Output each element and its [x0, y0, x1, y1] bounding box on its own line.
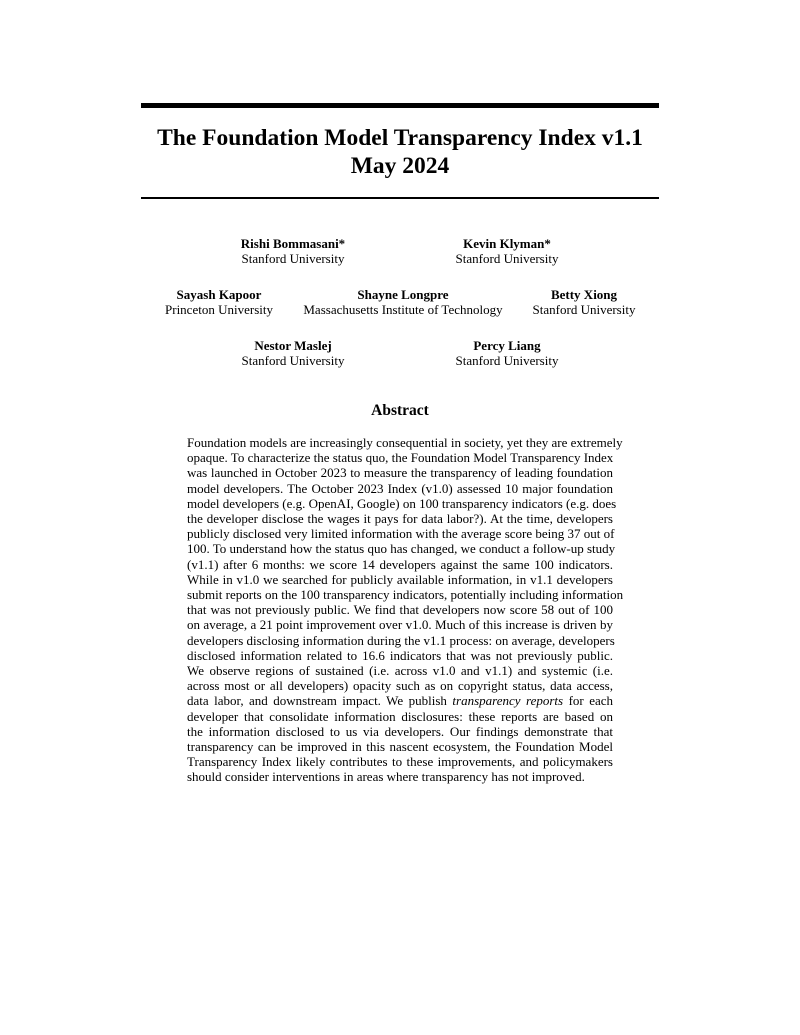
abstract-line: transparency can be improved in this nascent ecosystem, the Foundation Model — [187, 739, 613, 755]
author-name: Nestor Maslej — [254, 338, 332, 353]
abstract-line: Transparency Index likely contributes to these improvements, and policymakers — [187, 754, 613, 770]
author-block — [220, 338, 366, 368]
abstract-line: 100. To understand how the status quo has changed, we conduct a follow-up study — [187, 541, 616, 557]
author-affiliation: Princeton University — [165, 302, 273, 317]
abstract-line: on average, a 21 point improvement over v1.0. Much of this increase is driven by — [187, 617, 613, 633]
author-affiliation: Stanford University — [241, 353, 345, 368]
abstract-line: model developers (e.g. OpenAI, Google) on 100 transparency indicators (e.g. does — [187, 495, 617, 511]
author-block — [522, 287, 646, 317]
abstract-line-head: data labor, and downstream impact. We publish — [187, 693, 447, 709]
abstract-heading: Abstract — [371, 402, 429, 419]
author-name: Sayash Kapoor — [176, 287, 262, 302]
author-block — [152, 287, 286, 317]
abstract-line: the developer disclose the wages it pays for data labor?). At the time, developers — [187, 511, 613, 527]
author-block — [434, 236, 580, 266]
abstract-line: developers disclosing information during the v1.1 process: on average, developers — [187, 632, 615, 648]
paper-title — [141, 124, 659, 180]
author-affiliation: Stanford University — [532, 302, 636, 317]
abstract-line: Foundation models are increasingly consequential in society, yet they are extremely — [187, 435, 623, 450]
abstract-line: should consider interventions in areas where transparency has not improved. — [187, 769, 585, 785]
author-name: Kevin Klyman* — [463, 236, 551, 251]
abstract-line: that was not previously public. We find that developers now score 58 out of 100 — [187, 602, 613, 618]
title-bottom-rule — [141, 197, 659, 199]
author-affiliation: Stanford University — [241, 251, 345, 266]
abstract-line: (v1.1) after 6 months: we score 14 developers against the same 100 indicators. — [187, 556, 613, 572]
abstract-line: was launched in October 2023 to measure the transparency of leading foundation — [187, 465, 613, 481]
title-line-1: The Foundation Model Transparency Index v1.1 — [157, 125, 643, 151]
abstract-line: developer that consolidate information disclosures: these reports are based on — [187, 708, 613, 724]
abstract-line: opaque. To characterize the status quo, the Foundation Model Transparency Index — [187, 450, 614, 466]
author-block — [290, 287, 516, 317]
abstract-line: We observe regions of sustained (i.e. across v1.0 and v1.1) and systemic (i.e. — [187, 663, 613, 679]
title-top-rule — [141, 103, 659, 108]
abstract-line: disclosed information related to 16.6 indicators that was not previously public. — [187, 647, 613, 663]
author-name: Betty Xiong — [550, 287, 618, 302]
author-affiliation: Stanford University — [455, 353, 559, 368]
abstract-line: across most or all developers) opacity such as on copyright status, data access, — [187, 678, 613, 694]
abstract-line: While in v1.0 we searched for publicly available information, in v1.1 developers — [187, 571, 613, 587]
abstract-line-with-emphasis — [187, 693, 613, 708]
abstract-line: the information disclosed to us via developers. Our findings demonstrate that — [187, 723, 613, 739]
author-block — [434, 338, 580, 368]
author-name: Shayne Longpre — [357, 287, 449, 302]
author-affiliation: Massachusetts Institute of Technology — [303, 302, 503, 317]
abstract-body — [187, 435, 624, 785]
abstract-line: publicly disclosed very limited information with the average score being 37 out of — [187, 526, 615, 542]
title-line-2: May 2024 — [350, 153, 450, 179]
abstract-line-tail: for each — [568, 693, 614, 709]
abstract-line: model developers. The October 2023 Index (v1.0) assessed 10 major foundation — [187, 480, 613, 496]
author-name: Percy Liang — [473, 338, 541, 353]
abstract-line: submit reports on the 100 transparency indicators, potentially including information — [187, 587, 624, 603]
author-name: Rishi Bommasani* — [240, 236, 346, 251]
transparency-reports-emphasis: transparency reports — [452, 693, 564, 709]
author-block — [220, 236, 366, 266]
author-affiliation: Stanford University — [455, 251, 559, 266]
